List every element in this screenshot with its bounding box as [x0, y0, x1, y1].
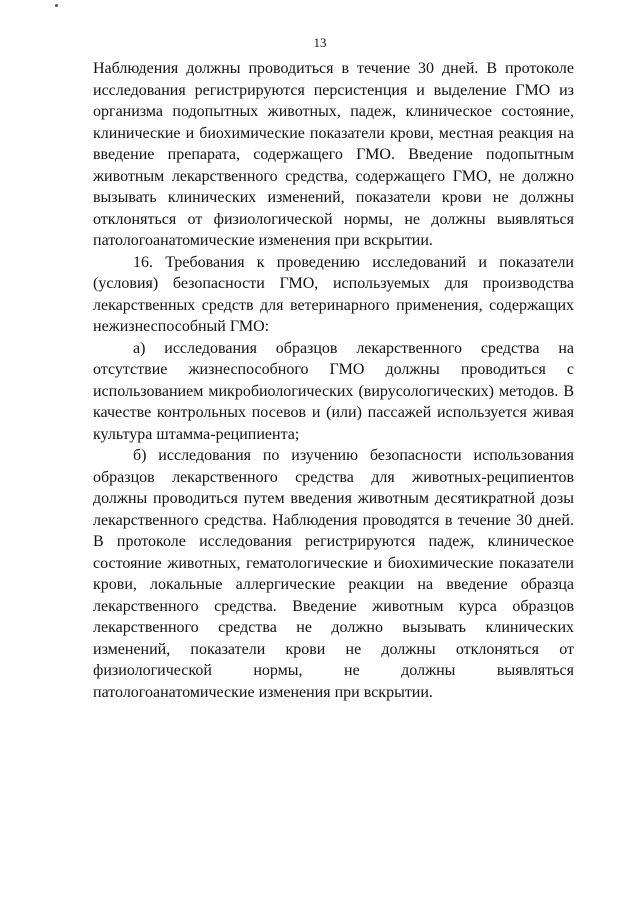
paragraph-item-b: б) исследования по изучению безопасности использования образцов лекарственного средства для животных-реципиентов должны проводиться путем введения животным десятикратной дозы лекарственного средства. Наблюдения проводятся в течение 30 дней. В протоколе исследования регистрируются падеж, клиническое состояние животных, гематологические и биохимические показатели крови, локальные аллергические реакции на введение образца лекарственного средства. Введение животным курса образцов лекарственного средства не должно вызывать клинических изменений, показатели крови не должны отклоняться от физиологической нормы, не должны выявляться патологоанатомические изменения при вскрытии.: [93, 447, 574, 701]
page-number: 13: [313, 35, 327, 50]
paragraph-item-a: а) исследования образцов лекарственного средства на отсутствие жизнеспособного ГМО должны проводиться с использованием микробиологических (вирусологических) методов. В качестве контрольных посевов и (или) пассажей используется живая культура штамма-реципиента;: [93, 339, 574, 443]
scan-mark: [55, 4, 58, 7]
document-body: [93, 58, 574, 703]
paragraph-observations: Наблюдения должны проводиться в течение 30 дней. В протоколе исследования регистрируются персистенция и выделение ГМО из организма подопытных животных, падеж, клиническое состояние, клинические и биохимические показатели крови, местная реакция на введение препарата, содержащего ГМО. Введение подопытным животным лекарственного средства, содержащего ГМО, не должно вызывать клинических изменений, показатели крови не должны отклоняться от физиологической нормы, не должны выявляться патологоанатомические изменения при вскрытии.: [93, 60, 574, 249]
paragraph-section-16: 16. Требования к проведению исследований и показатели (условия) безопасности ГМО, используемых для производства лекарственных средств для ветеринарного применения, содержащих нежизнеспособный ГМО:: [93, 253, 574, 335]
